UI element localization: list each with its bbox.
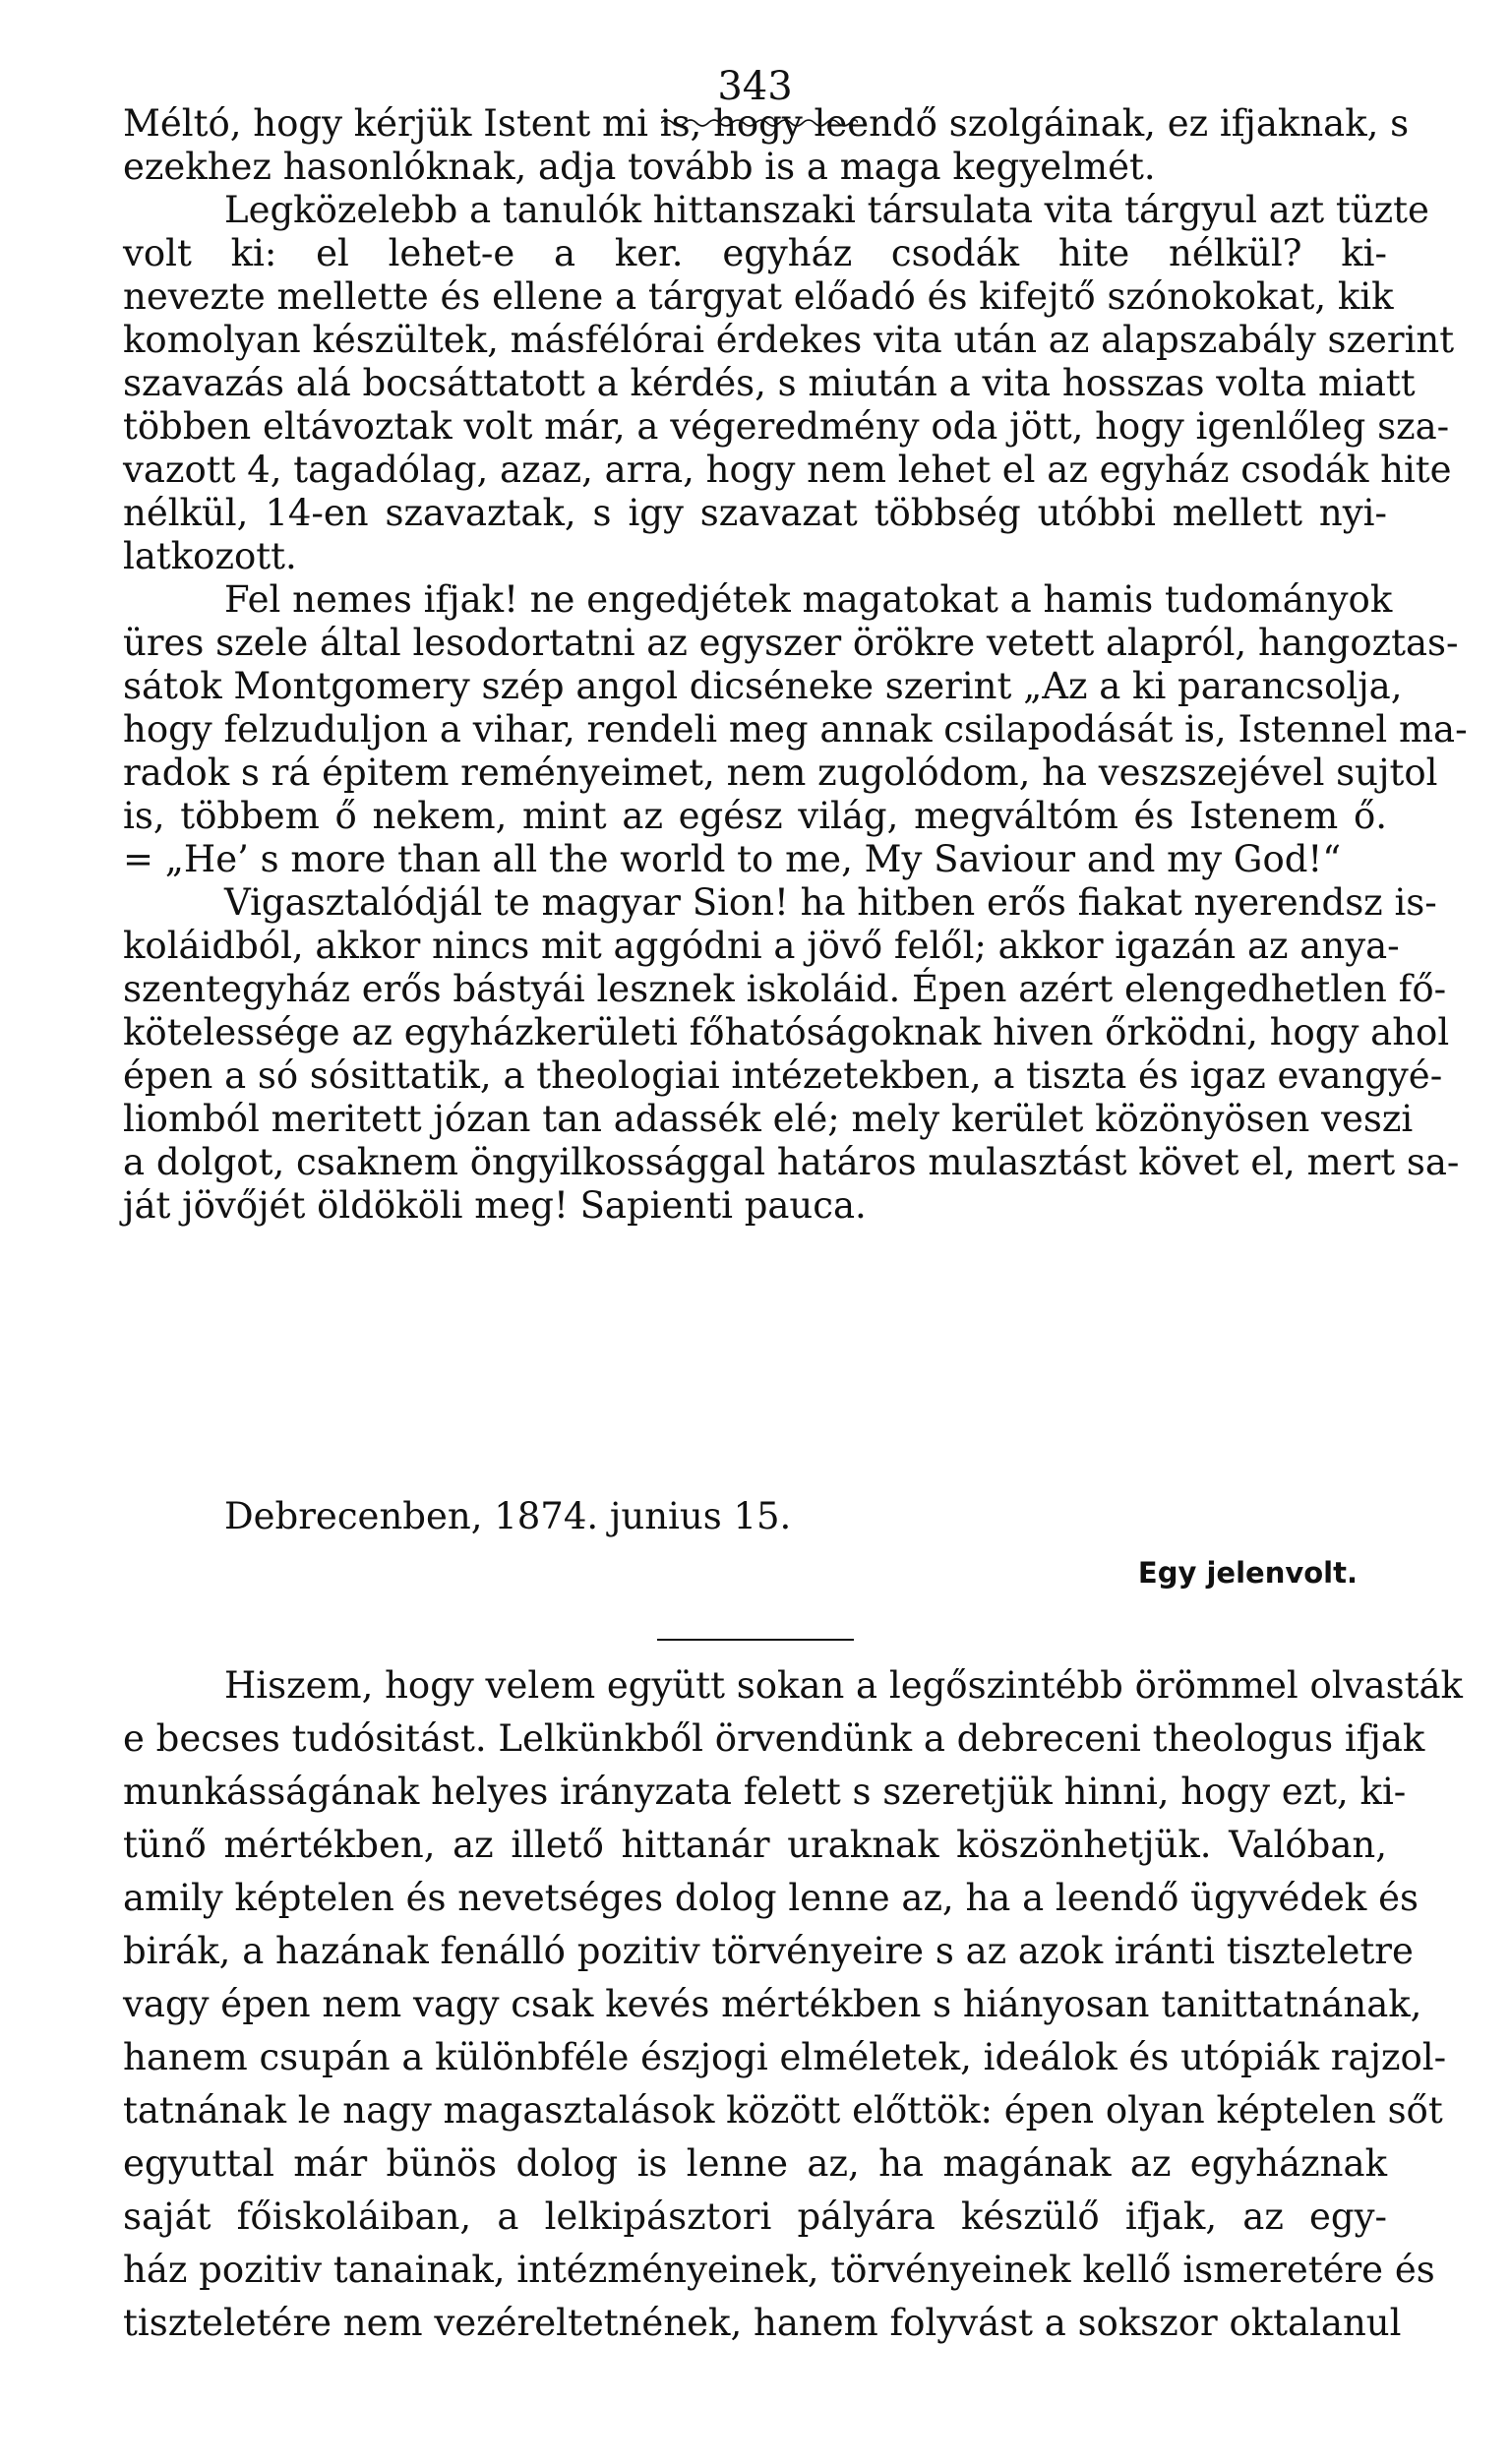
text-line: koláidból, akkor nincs mit aggódni a jövő felől; akkor igazán az anya- <box>123 925 1400 967</box>
text-line: latkozott. <box>123 535 297 577</box>
text-line: birák, a hazának fenálló pozitiv törvényeire s az azok iránti tiszteletre <box>123 1930 1414 1972</box>
text-line: vazott 4, tagadólag, azaz, arra, hogy nem lehet el az egyház csodák hite <box>123 449 1452 491</box>
text-line: saját főiskoláiban, a lelkipásztori pályára készülő ifjak, az egy- <box>123 2195 1387 2238</box>
text-line: üres szele által lesodortatni az egyszer örökre vetett alapról, hangoztas- <box>123 622 1459 664</box>
text-line: ját jövőjét öldököli meg! Sapienti pauca. <box>123 1184 867 1227</box>
text-line: liomból meritett józan tan adassék elé; mely kerület közönyösen veszi <box>123 1098 1414 1140</box>
text-line: hogy felzuduljon a vihar, rendeli meg annak csilapodását is, Istennel ma- <box>123 708 1468 751</box>
text-line: Legközelebb a tanulók hittanszaki társulata vita tárgyul azt tüzte <box>224 189 1429 231</box>
text-line: többen eltávoztak volt már, a végeredmény oda jött, hogy igenlőleg sza- <box>123 405 1450 448</box>
text-line: e becses tudósitást. Lelkünkből örvendünk a debreceni theologus ifjak <box>123 1717 1425 1760</box>
text-line: szentegyház erős bástyái lesznek iskoláid. Épen azért elengedhetlen fő- <box>123 968 1447 1010</box>
text-line: amily képtelen és nevetséges dolog lenne az, ha a leendő ügyvédek és <box>123 1877 1419 1919</box>
text-line: hanem csupán a különbféle észjogi elméletek, ideálok és utópiák rajzol- <box>123 2036 1447 2078</box>
text-line: épen a só sósittatik, a theologiai intézetekben, a tiszta és igaz evangyé- <box>123 1054 1443 1097</box>
text-line: a dolgot, csaknem öngyilkossággal határos mulasztást követ el, mert sa- <box>123 1141 1460 1183</box>
text-line: ezekhez hasonlóknak, adja tovább is a maga kegyelmét. <box>123 146 1156 188</box>
text-line: tatnának le nagy magasztalások között előttök: épen olyan képtelen sőt <box>123 2089 1443 2132</box>
text-line: tünő mértékben, az illető hittanár uraknak köszönhetjük. Valóban, <box>123 1824 1387 1866</box>
text-line: Fel nemes ifjak! ne engedjétek magatokat a hamis tudományok <box>224 578 1393 621</box>
text-line: egyuttal már bünös dolog is lenne az, ha magának az egyháznak <box>123 2142 1387 2185</box>
text-line: nélkül, 14-en szavaztak, s igy szavazat többség utóbbi mellett nyi- <box>123 492 1387 534</box>
text-line: vagy épen nem vagy csak kevés mértékben s hiányosan tanittatnának, <box>123 1983 1422 2025</box>
text-line: radok s rá épitem reményeimet, nem zugolódom, ha veszszejével sujtol <box>123 751 1438 794</box>
text-line: volt ki: el lehet-e a ker. egyház csodák hite nélkül? ki- <box>123 232 1387 274</box>
signature: Egy jelenvolt. <box>1137 1556 1358 1590</box>
text-line: komolyan készültek, másfélórai érdekes vita után az alapszabály szerint <box>123 319 1455 361</box>
text-line: nevezte mellette és ellene a tárgyat előadó és kifejtő szónokokat, kik <box>123 275 1394 318</box>
text-line: Méltó, hogy kérjük Istent mi is, hogy leendő szolgáinak, ez ifjaknak, s <box>123 102 1410 145</box>
section-divider <box>657 1639 854 1641</box>
dateline: Debrecenben, 1874. junius 15. <box>224 1495 792 1537</box>
text-line: is, többem ő nekem, mint az egész világ, megváltóm és Istenem ő. <box>123 795 1387 837</box>
text-line: ház pozitiv tanainak, intézményeinek, törvényeinek kellő ismeretére és <box>123 2249 1435 2291</box>
text-line: sátok Montgomery szép angol dicséneke szerint „Az a ki parancsolja, <box>123 665 1403 707</box>
page-number: 343 <box>717 64 793 109</box>
text-line: munkásságának helyes irányzata felett s szeretjük hinni, hogy ezt, ki- <box>123 1771 1407 1813</box>
text-line: tiszteletére nem vezéreltetnének, hanem folyvást a sokszor oktalanul <box>123 2302 1402 2344</box>
text-line: szavazás alá bocsáttatott a kérdés, s miután a vita hosszas volta miatt <box>123 362 1416 404</box>
text-line: = „He’ s more than all the world to me, My Saviour and my God!“ <box>123 838 1342 880</box>
text-line: Hiszem, hogy velem együtt sokan a legőszintébb örömmel olvasták <box>224 1664 1463 1707</box>
text-line: kötelessége az egyházkerületi főhatóságoknak hiven őrködni, hogy ahol <box>123 1011 1450 1053</box>
text-line: Vigasztalódjál te magyar Sion! ha hitben erős fiakat nyerendsz is- <box>224 881 1437 924</box>
